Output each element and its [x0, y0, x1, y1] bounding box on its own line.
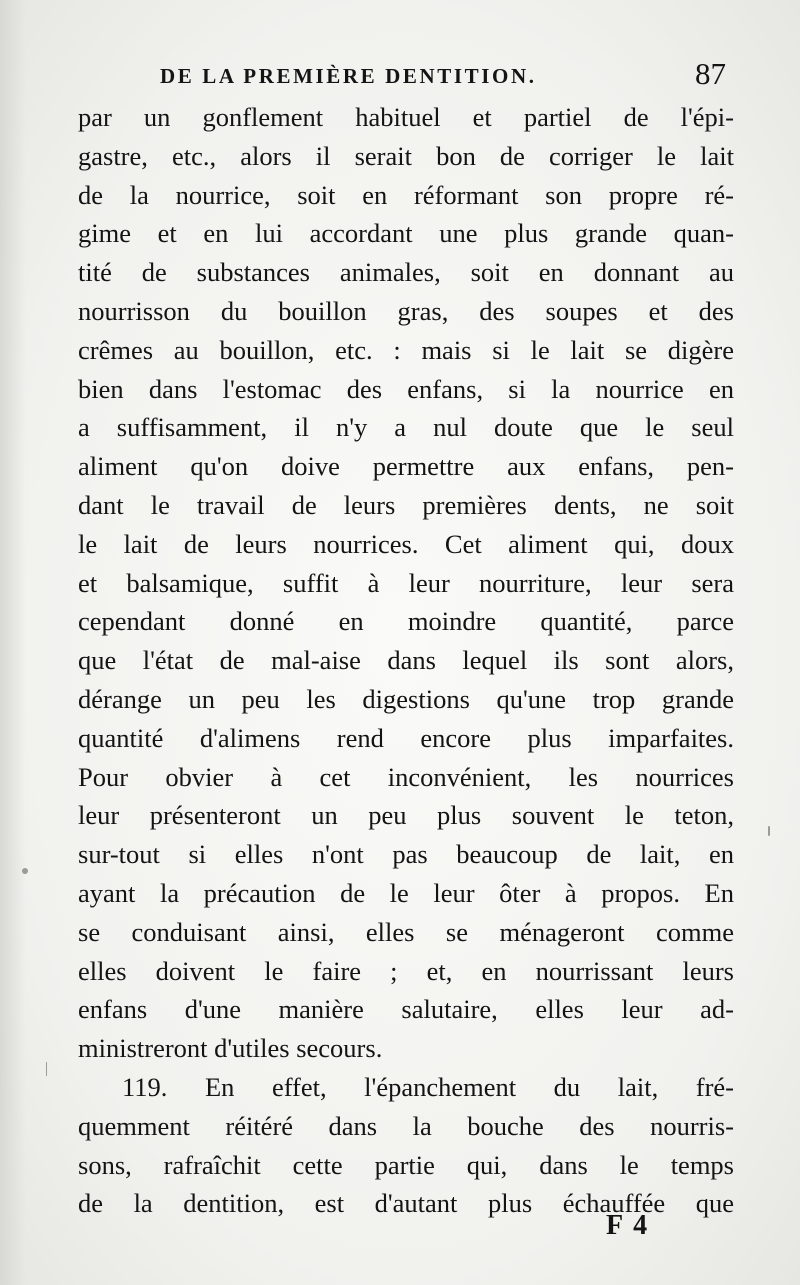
text-line: leur présenteront un peu plus souvent le teton, [78, 800, 734, 831]
text-line: gime et en lui accordant une plus grande quan- [78, 218, 734, 249]
text-line: par un gonflement habituel et partiel de l'épi- [78, 102, 734, 132]
text-line: bien dans l'estomac des enfans, si la nourrice en [78, 373, 734, 404]
text-line: Pour obvier à cet inconvénient, les nourrices [78, 761, 734, 792]
paragraph-119-line: sons, rafraîchit cette partie qui, dans le temps [78, 1149, 734, 1180]
text-line: que l'état de mal-aise dans lequel ils sont alors, [78, 645, 734, 676]
text-line: de la nourrice, soit en réformant son propre ré- [78, 179, 734, 210]
paragraph-119-line: 119. En effet, l'épanchement du lait, fré- [122, 1071, 734, 1102]
text-line: a suffisamment, il n'y a nul doute que le seul [78, 412, 734, 443]
text-line: crêmes au bouillon, etc. : mais si le lait se digère [78, 334, 734, 365]
text-line: aliment qu'on doive permettre aux enfans, pen- [78, 451, 734, 482]
signature-mark: F 4 [606, 1210, 650, 1241]
body-text [78, 98, 734, 1223]
gutter-shadow [0, 0, 26, 1285]
page-number: 87 [695, 56, 726, 91]
margin-speck [768, 826, 770, 836]
text-line: quantité d'alimens rend encore plus imparfaites. [78, 722, 734, 753]
text-line: se conduisant ainsi, elles se ménageront comme [78, 916, 734, 947]
margin-speck [46, 1062, 47, 1076]
text-line: elles doivent le faire ; et, en nourrissant leurs [78, 955, 734, 986]
text-line: enfans d'une manière salutaire, elles leur ad- [78, 994, 734, 1025]
text-line: ayant la précaution de le leur ôter à propos. En [78, 877, 734, 908]
text-line: ministreront d'utiles secours. [78, 1033, 383, 1064]
running-title: DE LA PREMIÈRE DENTITION. [160, 64, 537, 88]
text-line: cependant donné en moindre quantité, parce [78, 606, 734, 637]
text-line: le lait de leurs nourrices. Cet aliment qui, doux [78, 528, 734, 559]
text-line: gastre, etc., alors il serait bon de corriger le lait [78, 140, 734, 171]
text-line: dérange un peu les digestions qu'une trop grande [78, 683, 734, 714]
text-line: tité de substances animales, soit en donnant au [78, 257, 734, 288]
text-line: dant le travail de leurs premières dents, ne soit [78, 489, 734, 520]
margin-speck [22, 868, 28, 874]
paragraph-119-line: quemment réitéré dans la bouche des nourris- [78, 1110, 734, 1141]
page-header [160, 58, 740, 94]
text-line: et balsamique, suffit à leur nourriture, leur sera [78, 567, 734, 598]
text-line: sur-tout si elles n'ont pas beaucoup de lait, en [78, 839, 734, 870]
paragraph-119-line: de la dentition, est d'autant plus échauffée que [78, 1188, 734, 1219]
text-line: nourrisson du bouillon gras, des soupes et des [78, 295, 734, 326]
